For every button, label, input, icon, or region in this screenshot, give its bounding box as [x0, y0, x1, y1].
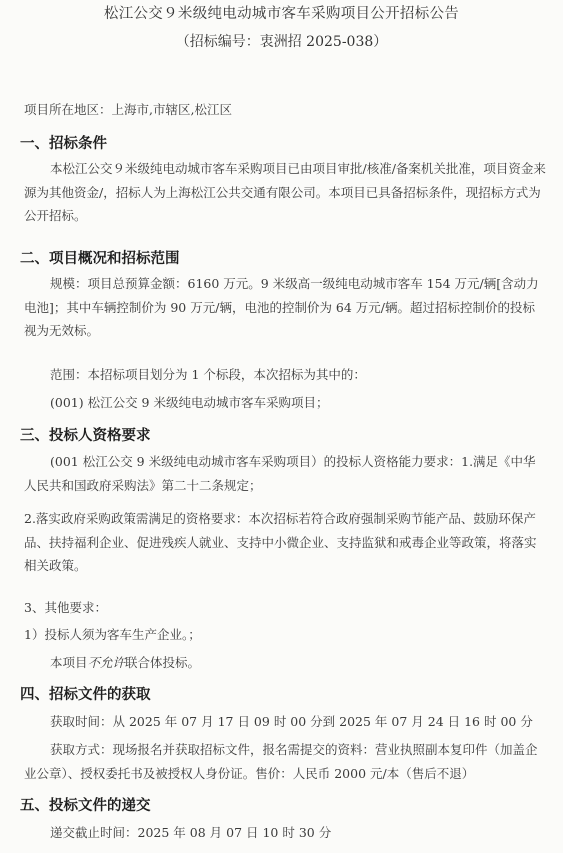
tender-number: （招标编号：衷洲招 2025-038）	[175, 34, 388, 50]
section-heading-1: 一、招标条件	[20, 136, 107, 152]
project-scope: 范围：本招标项目划分为 1 个标段，本次招标为其中的：	[50, 367, 366, 382]
qualification-policy: 2.落实政府采购政策需满足的资格要求：本次招标若符合政府强制采购节能产品、鼓励环保产品、扶持福利企业、促进残疾人就业、支持中小微企业、支持监狱和戒毒企业等政策，将落实相关政策。	[24, 511, 537, 573]
consortium-not-allowed: 不允许	[87, 655, 126, 670]
document-title: 松江公交９米级纯电动城市客车采购项目公开招标公告	[103, 6, 460, 22]
consortium-statement	[24, 651, 546, 675]
acquisition-time: 获取时间：从 2025 年 07 月 17 日 09 时 00 分到 2025 年 07 月 24 日 16 时 00 分	[50, 714, 533, 729]
lot-item: (001) 松江公交 9 米级纯电动城市客车采购项目；	[50, 395, 329, 410]
consortium-post: 联合体投标。	[125, 655, 201, 670]
section-heading-4: 四、招标文件的获取	[20, 687, 151, 703]
section-heading-5: 五、投标文件的递交	[20, 798, 151, 814]
section-heading-3: 三、投标人资格要求	[20, 428, 151, 444]
section-heading-2: 二、项目概况和招标范围	[20, 251, 180, 267]
submission-deadline: 递交截止时间：2025 年 08 月 07 日 10 时 30 分	[50, 825, 332, 840]
section-1-paragraph: 本松江公交９米级纯电动城市客车采购项目已由项目审批/核准/备案机关批准，项目资金来源为其他资金/，招标人为上海松江公共交通有限公司。本项目已具备招标条件，现招标方式为公开招标。	[24, 161, 546, 223]
acquisition-method: 获取方式：现场报名并获取招标文件，报名需提交的资料：营业执照副本复印件（加盖企业公章）、授权委托书及被授权人身份证。售价：人民币 2000 元/本（售后不退）	[24, 742, 538, 781]
other-requirements-label: 3、其他要求：	[24, 600, 107, 615]
bidder-requirement: 1）投标人须为客车生产企业。；	[24, 627, 201, 642]
project-scale: 规模：项目总预算金额：6160 万元。9 米级高一级纯电动城市客车 154 万元/辆[含动力电池]；其中车辆控制价为 90 万元/辆，电池的控制价为 64 万元/辆。超过招标控制价的投标视为无效标。	[24, 276, 539, 338]
consortium-pre: 本项目	[50, 655, 88, 670]
project-location: 项目所在地区：上海市,市辖区,松江区	[24, 102, 232, 117]
qualification-basic: (001 松江公交 9 米级纯电动城市客车采购项目）的投标人资格能力要求：1.满足《中华人民共和国政府采购法》第二十二条规定；	[24, 454, 536, 493]
